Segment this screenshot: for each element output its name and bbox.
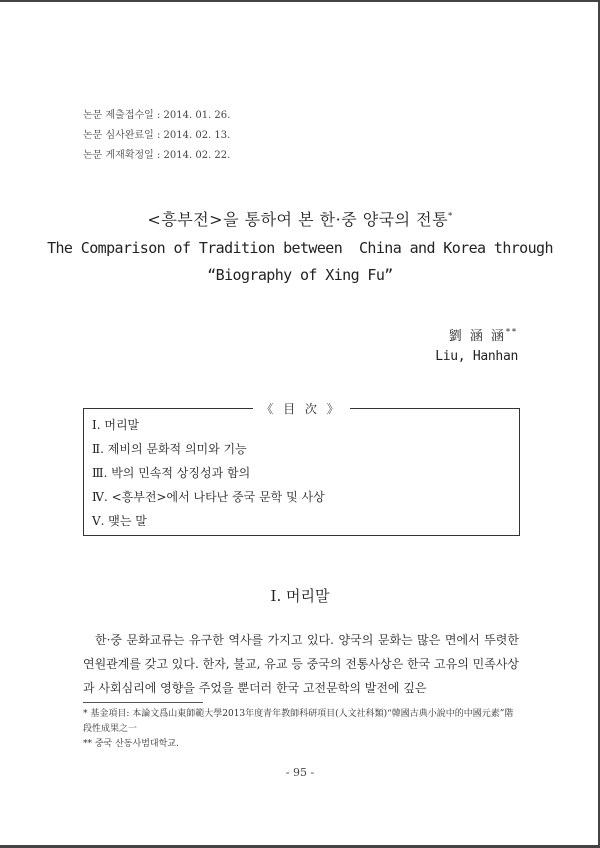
submission-dates (83, 106, 230, 166)
toc-heading: 《 目 次 》 (253, 402, 349, 416)
title-english-line1: The Comparison of Tradition between China and Korea through (47, 239, 553, 257)
author-name-text: 劉 涵 涵 (448, 329, 506, 344)
table-of-contents (83, 402, 520, 536)
body-paragraph: 한·중 문화교류는 유구한 역사를 가지고 있다. 양국의 문화는 많은 면에서 뚜렷한 연원관계를 갖고 있다. 한자, 불교, 유교 등 중국의 전통사상은 한국 고유의 민족사상과 사회심리에 영향을 주었을 뿐더러 한국 고전문학의 발전에 깊은 (83, 633, 519, 695)
toc-item: Ⅳ. <흥부전>에서 나타난 중국 문학 및 사상 (92, 490, 325, 504)
toc-item: Ⅰ. 머리말 (92, 418, 140, 432)
footnote-2: ** 중국 산동사범대학교. (83, 739, 179, 749)
section-heading: Ⅰ. 머리말 (270, 587, 330, 605)
footnote-divider (83, 702, 203, 703)
toc-item: Ⅴ. 맺는 말 (92, 514, 147, 528)
toc-list (92, 413, 325, 533)
author-name-english: Liu, Hanhan (435, 349, 518, 364)
page-number: - 95 - (285, 766, 315, 779)
author-name-hanja (449, 325, 518, 344)
title-english-line2: “Biography of Xing Fu” (207, 266, 393, 284)
paper-title-english (0, 235, 600, 289)
date-reviewed: 논문 심사완료일 : 2014. 02. 13. (83, 130, 231, 141)
paper-title-korean (0, 207, 600, 230)
title-footnote-mark: * (448, 211, 453, 221)
title-korean-text: <흥부전>을 통하여 본 한·중 양국의 전통 (147, 210, 449, 229)
footnote-1: * 基金項目: 本論文爲山東師範大學2013年度青年教師科研項目(人文社科類)“韓國古典小說中的中國元素”階段性成果之一 (83, 709, 514, 734)
page-border-top (0, 0, 600, 2)
date-accepted: 논문 게재확정일 : 2014. 02. 22. (83, 150, 231, 161)
toc-item: Ⅲ. 박의 민속적 상징성과 함의 (92, 466, 251, 480)
author-footnote-mark: ** (506, 327, 518, 337)
body-text (83, 628, 519, 700)
footnotes (83, 707, 519, 752)
toc-item: Ⅱ. 제비의 문화적 의미와 기능 (92, 442, 247, 456)
date-received: 논문 제출접수일 : 2014. 01. 26. (83, 110, 231, 121)
